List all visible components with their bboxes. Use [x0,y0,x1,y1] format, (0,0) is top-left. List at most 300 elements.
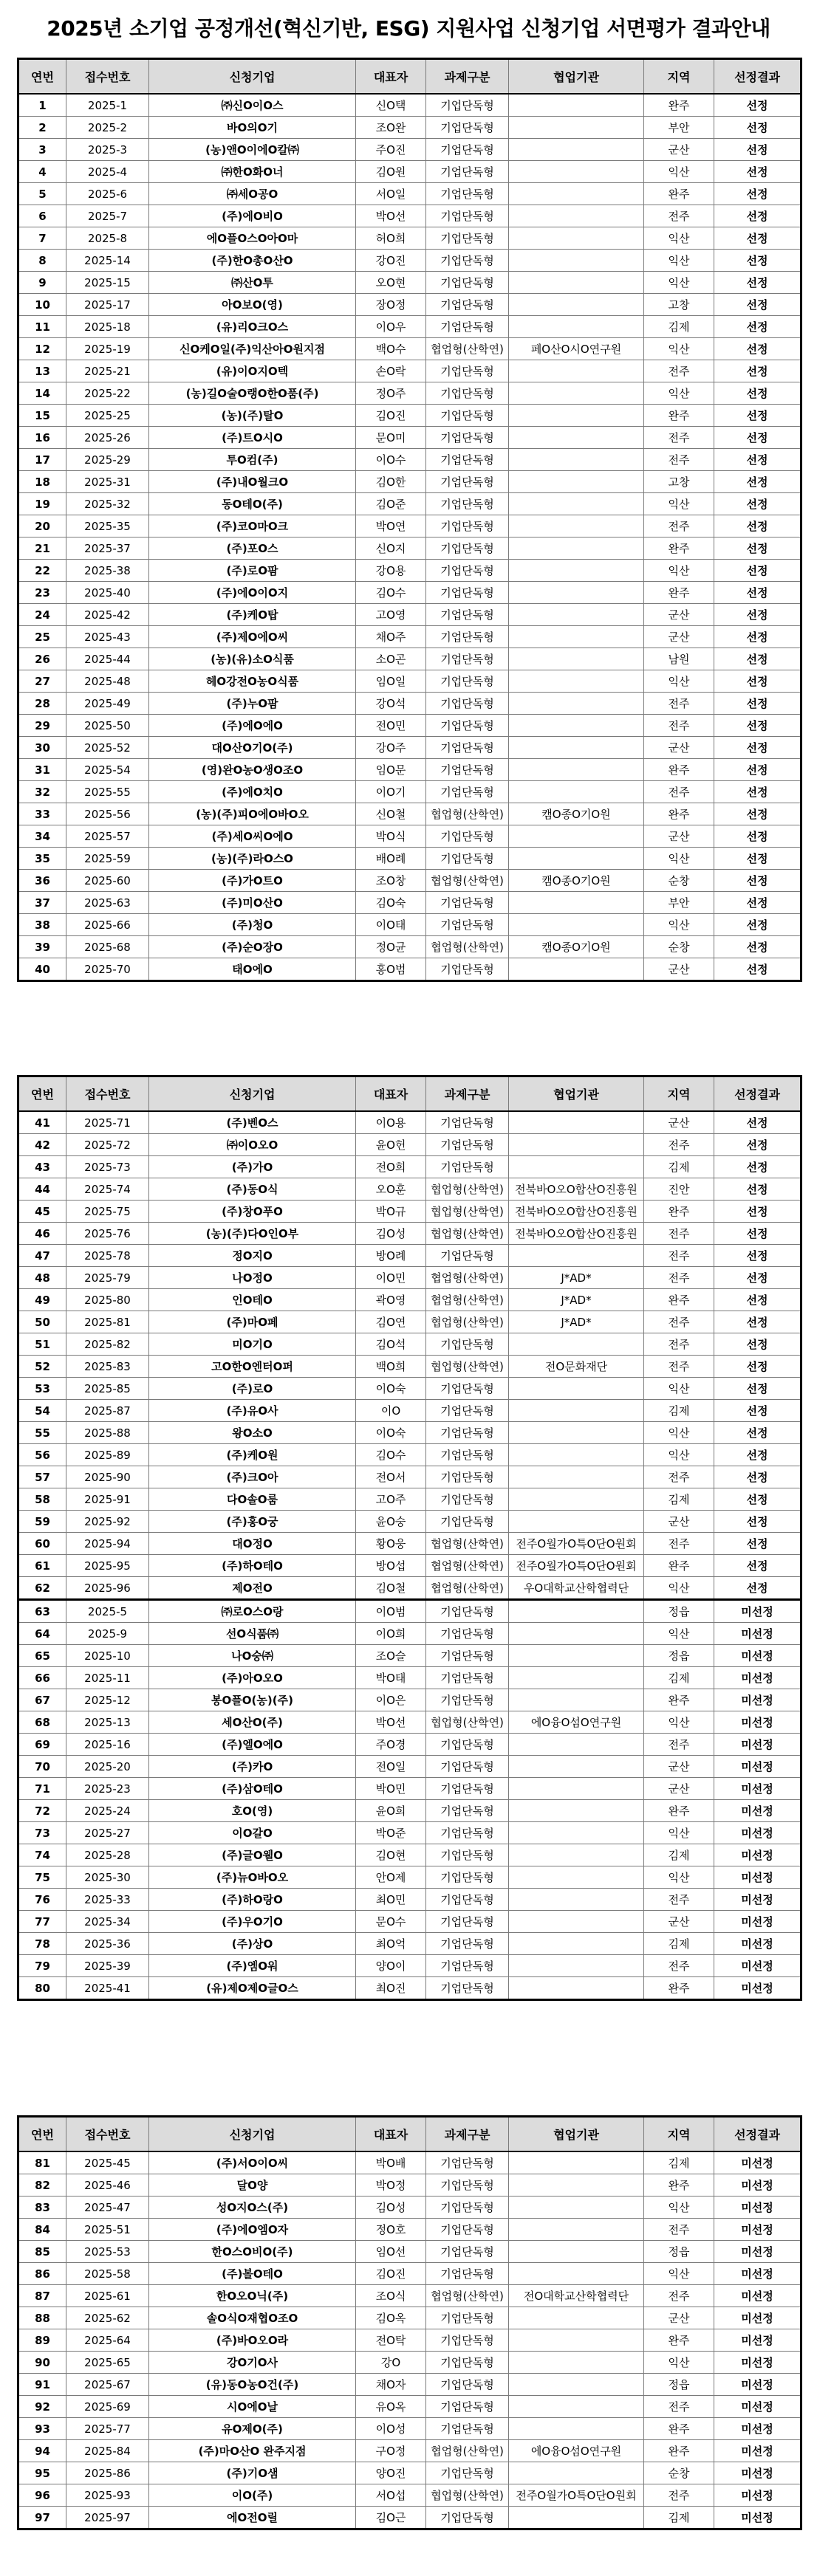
row-no: 31 [18,759,66,781]
result: 선정 [714,205,801,227]
company-name: (주)가O트O [149,870,356,892]
company-name: 강O기O사 [149,2352,356,2374]
ceo-name: 조O창 [356,870,426,892]
project-type: 기업단독형 [426,1422,509,1444]
company-name: (농)앤O이에O칼㈜ [149,139,356,161]
partner-org [509,1734,644,1756]
partner-org [509,848,644,870]
project-type: 기업단독형 [426,848,509,870]
partner-org [509,1466,644,1488]
table-row [18,227,801,250]
ceo-name: 김O진 [356,2263,426,2285]
company-name: (주)카O [149,1756,356,1778]
table-row [18,139,801,161]
receipt-no: 2025-58 [66,2263,149,2285]
partner-org [509,1866,644,1889]
row-no: 93 [18,2418,66,2440]
project-type: 기업단독형 [426,205,509,227]
project-type: 기업단독형 [426,1955,509,1977]
receipt-no: 2025-88 [66,1422,149,1444]
project-type: 기업단독형 [426,1466,509,1488]
region: 김제 [644,1156,714,1178]
project-type: 협업형(산학연) [426,1223,509,1245]
company-name: (주)세O씨O에O [149,825,356,848]
region: 순창 [644,870,714,892]
partner-org [509,272,644,294]
project-type: 기업단독형 [426,582,509,604]
region: 익산 [644,560,714,582]
result: 선정 [714,870,801,892]
ceo-name: 방O섭 [356,1555,426,1577]
project-type: 기업단독형 [426,1800,509,1822]
result: 선정 [714,1111,801,1134]
company-name: (영)완O농O생O조O [149,759,356,781]
ceo-name: 전O서 [356,1466,426,1488]
project-type: 협업형(산학연) [426,1178,509,1201]
result: 선정 [714,515,801,537]
receipt-no: 2025-78 [66,1245,149,1267]
company-name: (주)서O이O씨 [149,2151,356,2174]
partner-org [509,2352,644,2374]
project-type: 기업단독형 [426,670,509,693]
partner-org [509,914,644,936]
partner-org [509,1889,644,1911]
ceo-name: 박O식 [356,825,426,848]
ceo-name: 이O기 [356,781,426,803]
receipt-no: 2025-34 [66,1911,149,1933]
col-receipt-no: 접수번호 [66,1076,149,1112]
row-no: 18 [18,471,66,493]
row-no: 54 [18,1400,66,1422]
partner-org [509,1911,644,1933]
region: 전주 [644,1889,714,1911]
row-no: 19 [18,493,66,515]
company-name: (주)로O팜 [149,560,356,582]
row-no: 30 [18,737,66,759]
table-row [18,250,801,272]
result: 선정 [714,272,801,294]
receipt-no: 2025-3 [66,139,149,161]
partner-org [509,604,644,626]
project-type: 기업단독형 [426,94,509,117]
partner-org [509,1778,644,1800]
region: 군산 [644,958,714,981]
table-row [18,493,801,515]
region: 전주 [644,2285,714,2307]
row-no: 37 [18,892,66,914]
ceo-name: 박O준 [356,1822,426,1844]
result: 선정 [714,936,801,958]
ceo-name: 주O경 [356,1734,426,1756]
region: 김제 [644,316,714,338]
project-type: 기업단독형 [426,1333,509,1356]
row-no: 85 [18,2241,66,2263]
ceo-name: 채O주 [356,626,426,648]
row-no: 52 [18,1356,66,1378]
partner-org: 에O융O섬O연구원 [509,1711,644,1734]
result: 선정 [714,1223,801,1245]
col-partner: 협업기관 [509,1076,644,1112]
project-type: 협업형(산학연) [426,803,509,825]
partner-org [509,1955,644,1977]
company-name: (주)하O테O [149,1555,356,1577]
project-type: 기업단독형 [426,1844,509,1866]
region: 군산 [644,1756,714,1778]
ceo-name: 조O완 [356,117,426,139]
company-name: 이O(주) [149,2484,356,2507]
receipt-no: 2025-4 [66,161,149,183]
company-name: (주)바O오O라 [149,2329,356,2352]
table-row [18,1756,801,1778]
company-name: (주)에O엠O자 [149,2219,356,2241]
table-row [18,715,801,737]
result: 미선정 [714,1645,801,1667]
row-no: 14 [18,382,66,405]
company-name: 한O스O비O(주) [149,2241,356,2263]
project-type: 기업단독형 [426,1378,509,1400]
result: 미선정 [714,1889,801,1911]
partner-org [509,427,644,449]
receipt-no: 2025-14 [66,250,149,272]
result: 선정 [714,737,801,759]
result: 선정 [714,1245,801,1267]
result: 선정 [714,759,801,781]
receipt-no: 2025-82 [66,1333,149,1356]
table-row [18,1223,801,1245]
table-row [18,94,801,117]
ceo-name: 문O수 [356,1911,426,1933]
receipt-no: 2025-74 [66,1178,149,1201]
table-row [18,1422,801,1444]
region: 완주 [644,803,714,825]
row-no: 2 [18,117,66,139]
ceo-name: 양O이 [356,1955,426,1977]
ceo-name: 김O연 [356,1311,426,1333]
table-row [18,1689,801,1711]
region: 완주 [644,1800,714,1822]
partner-org [509,715,644,737]
receipt-no: 2025-35 [66,515,149,537]
table-row [18,1778,801,1800]
region: 완주 [644,582,714,604]
ceo-name: 이O용 [356,1111,426,1134]
results-table-1 [17,58,802,982]
region: 완주 [644,1555,714,1577]
project-type: 기업단독형 [426,493,509,515]
company-name: ㈜세O공O [149,183,356,205]
partner-org [509,1689,644,1711]
ceo-name: 곽O영 [356,1289,426,1311]
col-partner: 협업기관 [509,59,644,95]
project-type: 기업단독형 [426,405,509,427]
ceo-name: 이O숙 [356,1422,426,1444]
region: 익산 [644,1577,714,1600]
ceo-name: 강O진 [356,250,426,272]
company-name: (주)청O [149,914,356,936]
ceo-name: 홍O범 [356,958,426,981]
partner-org: 캠O종O기O원 [509,936,644,958]
partner-org [509,227,644,250]
region: 익산 [644,272,714,294]
company-name: 에O전O릴 [149,2507,356,2529]
receipt-no: 2025-39 [66,1955,149,1977]
row-no: 7 [18,227,66,250]
receipt-no: 2025-32 [66,493,149,515]
row-no: 72 [18,1800,66,1822]
region: 군산 [644,1911,714,1933]
row-no: 63 [18,1600,66,1623]
result: 선정 [714,1555,801,1577]
table-row [18,626,801,648]
project-type: 기업단독형 [426,1734,509,1756]
company-name: (주)엠O워 [149,1955,356,1977]
region: 완주 [644,1977,714,2000]
table-row [18,360,801,382]
result: 미선정 [714,1977,801,2000]
company-name: (주)에O비O [149,205,356,227]
table-row [18,560,801,582]
table-row [18,183,801,205]
region: 전주 [644,1311,714,1333]
partner-org [509,1111,644,1134]
row-no: 89 [18,2329,66,2352]
table-row [18,2462,801,2484]
partner-org [509,1245,644,1267]
receipt-no: 2025-75 [66,1201,149,1223]
ceo-name: 장O정 [356,294,426,316]
region: 완주 [644,1201,714,1223]
company-name: (주)삼O테O [149,1778,356,1800]
ceo-name: 이O수 [356,449,426,471]
company-name: 신O케O일(주)익산아O원지점 [149,338,356,360]
row-no: 69 [18,1734,66,1756]
partner-org [509,316,644,338]
row-no: 34 [18,825,66,848]
partner-org [509,1400,644,1422]
project-type: 기업단독형 [426,382,509,405]
table-row [18,604,801,626]
project-type: 협업형(산학연) [426,1356,509,1378]
company-name: 제O전O [149,1577,356,1600]
partner-org [509,2219,644,2241]
results-table-2 [17,1075,802,2001]
company-name: (농)(주)피O에O바O오 [149,803,356,825]
receipt-no: 2025-65 [66,2352,149,2374]
region: 완주 [644,759,714,781]
partner-org [509,648,644,670]
ceo-name: 정O주 [356,382,426,405]
ceo-name: 이O숙 [356,1378,426,1400]
row-no: 79 [18,1955,66,1977]
region: 완주 [644,2418,714,2440]
table-row [18,161,801,183]
receipt-no: 2025-84 [66,2440,149,2462]
ceo-name: 강O용 [356,560,426,582]
partner-org [509,2374,644,2396]
receipt-no: 2025-38 [66,560,149,582]
ceo-name: 임O일 [356,670,426,693]
project-type: 협업형(산학연) [426,870,509,892]
region: 전주 [644,1955,714,1977]
company-name: (유)동O농O건(주) [149,2374,356,2396]
partner-org [509,183,644,205]
company-name: 성O지O스(주) [149,2197,356,2219]
project-type: 협업형(산학연) [426,936,509,958]
partner-org [509,1800,644,1822]
ceo-name: 손O락 [356,360,426,382]
row-no: 33 [18,803,66,825]
project-type: 기업단독형 [426,914,509,936]
company-name: 솔O식O재협O조O [149,2307,356,2329]
region: 익산 [644,493,714,515]
partner-org [509,892,644,914]
project-type: 기업단독형 [426,2174,509,2197]
ceo-name: 전O탁 [356,2329,426,2352]
region: 정읍 [644,1600,714,1623]
table-row [18,2484,801,2507]
partner-org [509,405,644,427]
region: 부안 [644,892,714,914]
region: 전주 [644,2396,714,2418]
table-row [18,1111,801,1134]
row-no: 11 [18,316,66,338]
row-no: 36 [18,870,66,892]
table-row [18,2352,801,2374]
region: 익산 [644,848,714,870]
row-no: 3 [18,139,66,161]
result: 선정 [714,1178,801,1201]
result: 선정 [714,715,801,737]
region: 군산 [644,737,714,759]
row-no: 74 [18,1844,66,1866]
partner-org [509,2241,644,2263]
row-no: 5 [18,183,66,205]
row-no: 43 [18,1156,66,1178]
receipt-no: 2025-87 [66,1400,149,1422]
region: 남원 [644,648,714,670]
partner-org [509,1933,644,1955]
col-region: 지역 [644,59,714,95]
result: 선정 [714,360,801,382]
ceo-name: 박O정 [356,2174,426,2197]
project-type: 기업단독형 [426,1111,509,1134]
table-row [18,914,801,936]
project-type: 기업단독형 [426,294,509,316]
col-no: 연번 [18,1076,66,1112]
ceo-name: 최O억 [356,1933,426,1955]
receipt-no: 2025-19 [66,338,149,360]
row-no: 70 [18,1756,66,1778]
project-type: 기업단독형 [426,537,509,560]
ceo-name: 김O수 [356,582,426,604]
region: 익산 [644,382,714,405]
receipt-no: 2025-83 [66,1356,149,1378]
table-row [18,2263,801,2285]
ceo-name: 김O옥 [356,2307,426,2329]
receipt-no: 2025-59 [66,848,149,870]
partner-org [509,117,644,139]
company-name: (농)(주)다O인O부 [149,1223,356,1245]
row-no: 55 [18,1422,66,1444]
company-name: (유)제O제O글O스 [149,1977,356,2000]
receipt-no: 2025-61 [66,2285,149,2307]
region: 전주 [644,1734,714,1756]
row-no: 88 [18,2307,66,2329]
partner-org [509,670,644,693]
result: 미선정 [714,2507,801,2529]
receipt-no: 2025-47 [66,2197,149,2219]
receipt-no: 2025-51 [66,2219,149,2241]
company-name: (주)내O월크O [149,471,356,493]
receipt-no: 2025-33 [66,1889,149,1911]
table-header-row [18,59,801,95]
table-row [18,1356,801,1378]
ceo-name: 김O수 [356,1444,426,1466]
receipt-no: 2025-50 [66,715,149,737]
partner-org [509,825,644,848]
row-no: 94 [18,2440,66,2462]
table-row [18,1734,801,1756]
receipt-no: 2025-13 [66,1711,149,1734]
table-row [18,1134,801,1156]
ceo-name: 오O훈 [356,1178,426,1201]
receipt-no: 2025-52 [66,737,149,759]
ceo-name: 서O섭 [356,2484,426,2507]
receipt-no: 2025-77 [66,2418,149,2440]
ceo-name: 이O우 [356,316,426,338]
partner-org [509,2151,644,2174]
receipt-no: 2025-96 [66,1577,149,1600]
project-type: 기업단독형 [426,1866,509,1889]
table-row [18,958,801,981]
result: 선정 [714,1533,801,1555]
partner-org [509,2174,644,2197]
company-name: (주)순O장O [149,936,356,958]
region: 정읍 [644,2241,714,2263]
receipt-no: 2025-31 [66,471,149,493]
table-row [18,648,801,670]
ceo-name: 윤O숭 [356,1511,426,1533]
region: 익산 [644,338,714,360]
receipt-no: 2025-12 [66,1689,149,1711]
result: 미선정 [714,1844,801,1866]
col-company: 신청기업 [149,1076,356,1112]
row-no: 49 [18,1289,66,1311]
partner-org: 전북바O오O합산O진흥원 [509,1201,644,1223]
receipt-no: 2025-30 [66,1866,149,1889]
table-header-row [18,1076,801,1112]
project-type: 기업단독형 [426,183,509,205]
partner-org [509,737,644,759]
col-region: 지역 [644,1076,714,1112]
receipt-no: 2025-9 [66,1623,149,1645]
project-type: 기업단독형 [426,604,509,626]
receipt-no: 2025-43 [66,626,149,648]
table-row [18,1577,801,1600]
result: 미선정 [714,1667,801,1689]
table-row [18,471,801,493]
table-row [18,1245,801,1267]
region: 김제 [644,1844,714,1866]
table-row [18,2174,801,2197]
region: 전주 [644,515,714,537]
table-row [18,781,801,803]
row-no: 28 [18,693,66,715]
project-type: 기업단독형 [426,1756,509,1778]
region: 진안 [644,1178,714,1201]
table-row [18,2219,801,2241]
col-receipt-no: 접수번호 [66,2117,149,2152]
